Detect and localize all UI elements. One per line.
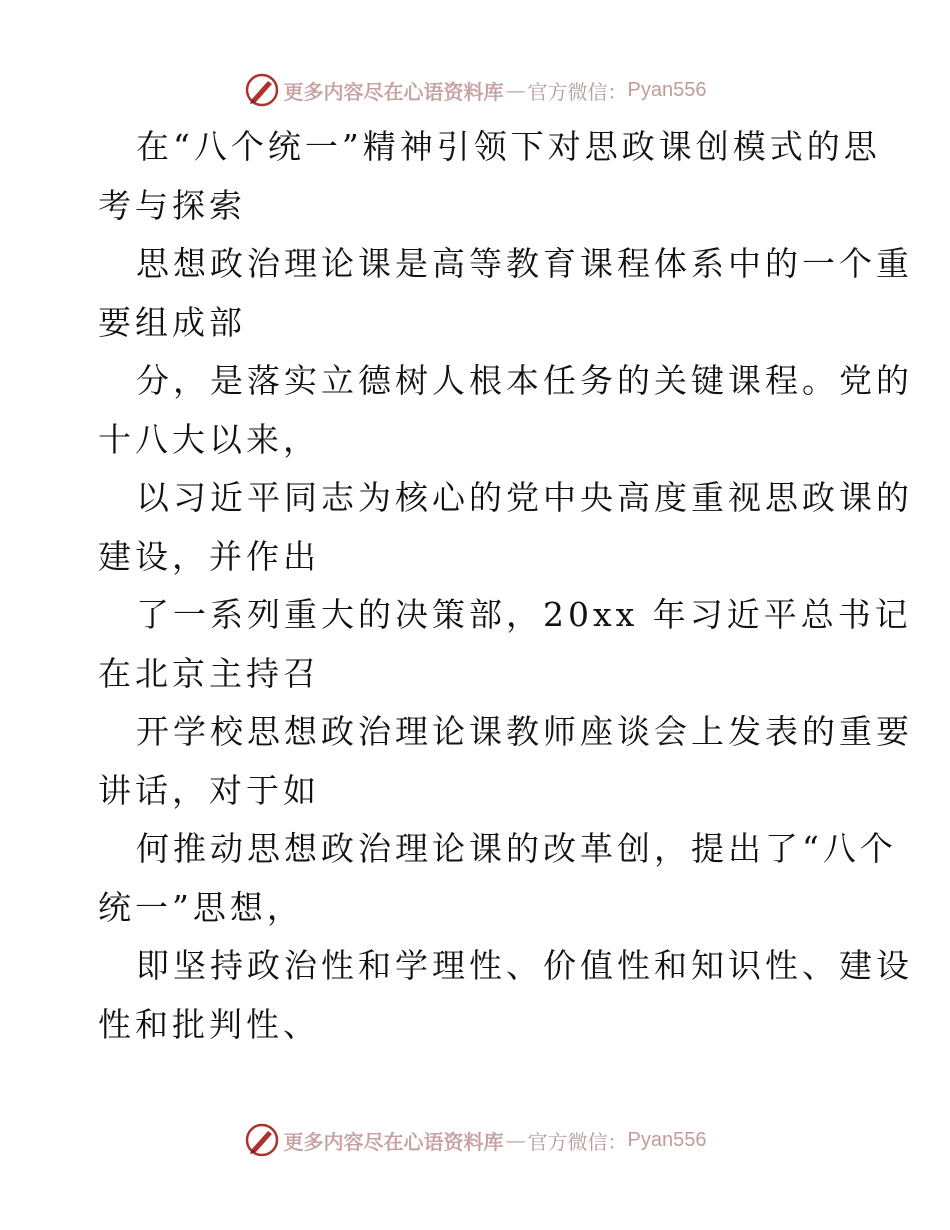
paragraph [98,703,913,820]
paragraph [98,118,881,235]
paragraph-line: 统一”思想， [98,887,304,927]
paragraph-line: 思想政治理论课是高等教育课程体系中的一个重 [136,244,913,283]
document-body [98,118,913,1054]
paragraph-line: 在北京主持召 [98,653,320,693]
paragraph-line: 十八大以来， [98,419,320,459]
paragraph-line: 建设，并作出 [98,536,320,576]
paragraph-line: 分，是落实立德树人根本任务的关键课程。党的 [136,361,913,400]
banner-title: 更多内容尽在心语资料库 [283,79,504,104]
footer-banner [0,1118,950,1162]
banner-wechat-label: 官方微信： [527,1129,628,1154]
paragraph [98,586,912,703]
paragraph-line: 即坚持政治性和学理性、价值性和知识性、建设 [136,946,913,985]
paragraph-line: 讲话，对于如 [98,770,320,810]
paragraph-line: 要组成部 [98,302,246,342]
banner-title: 更多内容尽在心语资料库 [283,1129,504,1154]
paragraph-line: 何推动思想政治理论课的改革创，提出了“八个 [136,829,897,868]
paragraph-line: 以习近平同志为核心的党中央高度重视思政课的 [136,478,913,517]
header-banner [0,68,950,112]
pen-logo-icon [244,72,280,108]
paragraph [98,469,913,586]
banner-dash: — [505,78,526,102]
pen-logo-icon [244,1122,280,1158]
banner-wechat-label: 官方微信： [527,79,628,104]
paragraph [98,820,897,937]
banner-dash: — [505,1128,526,1152]
paragraph-line: 性和批判性、 [98,1004,320,1044]
banner-wechat-id: Pyan556 [627,1128,707,1151]
paragraph [98,352,913,469]
paragraph-line: 开学校思想政治理论课教师座谈会上发表的重要 [136,712,913,751]
paragraph-line: 了一系列重大的决策部，20xx 年习近平总书记 [136,595,912,634]
banner-wechat-id: Pyan556 [627,78,707,101]
paragraph [98,235,913,352]
paragraph-line: 在“八个统一”精神引领下对思政课创模式的思 [136,127,881,166]
paragraph-line: 考与探索 [98,185,246,225]
paragraph [98,937,913,1054]
